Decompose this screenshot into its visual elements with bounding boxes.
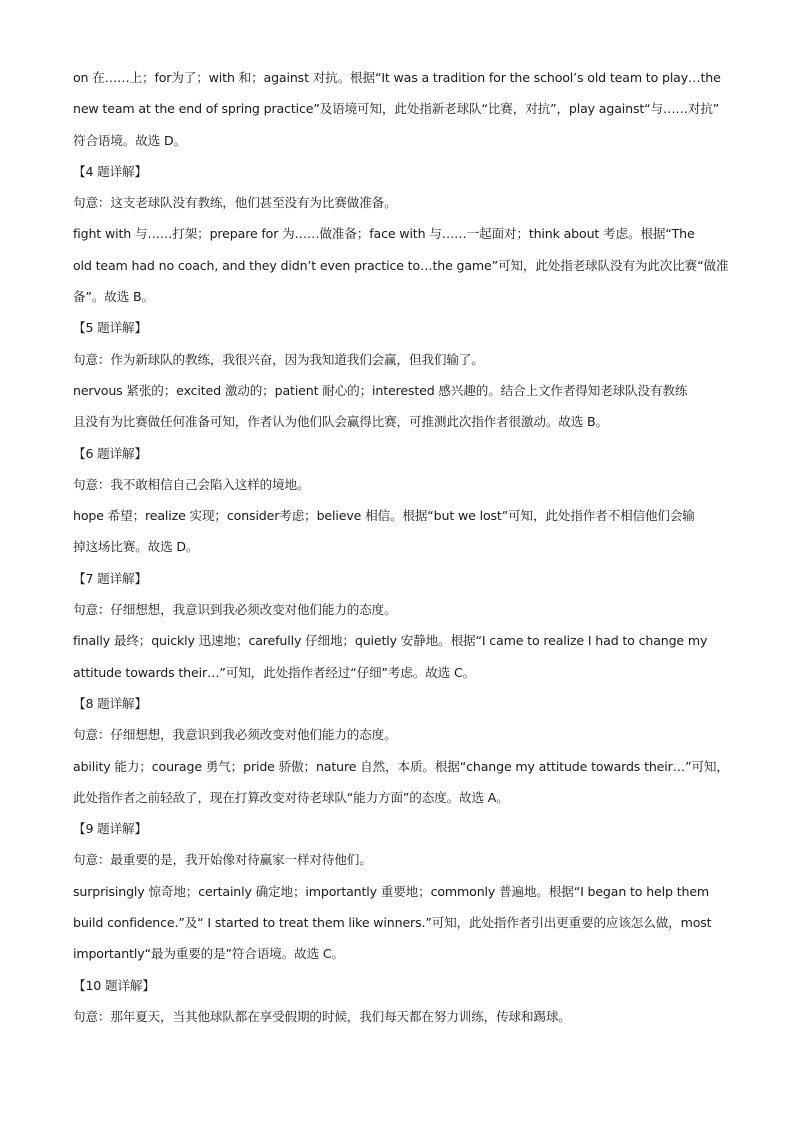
paragraph-line: 句意：仔细想想，我意识到我必须改变对他们能力的态度。 (73, 602, 397, 618)
section-heading-q9: 【9 题详解】 (73, 821, 147, 837)
paragraph-line: 符合语境。故选 D。 (73, 132, 186, 148)
paragraph-line: 此处指作者之前轻敌了，现在打算改变对待老球队“能力方面”的态度。故选 A。 (73, 789, 509, 805)
paragraph-line: 且没有为比赛做任何准备可知，作者认为他们队会赢得比赛，可推测此次指作者很激动。故选 B。 (73, 414, 608, 430)
section-heading-q6: 【6 题详解】 (73, 445, 147, 461)
paragraph-line: ability 能力；courage 勇气；pride 骄傲；nature 自然，本质。根据“change my attitude towards their…”可知， (73, 758, 729, 774)
paragraph-line: importantly“最为重要的是”符合语境。故选 C。 (73, 946, 344, 962)
section-heading-q10: 【10 题详解】 (73, 977, 155, 993)
paragraph-line: on 在……上；for为了；with 和；against 对抗。根据“It was a tradition for the school’s old team to play…the (73, 70, 721, 85)
paragraph-line: 句意：作为新球队的教练，我很兴奋，因为我知道我们会赢，但我们输了。 (73, 351, 484, 367)
paragraph-line: 句意：这支老球队没有教练，他们甚至没有为比赛做准备。 (73, 195, 397, 211)
paragraph-line: nervous 紧张的；excited 激动的；patient 耐心的；interested 感兴趣的。结合上文作者得知老球队没有教练 (73, 382, 688, 398)
paragraph-line: 句意：最重要的是，我开始像对待赢家一样对待他们。 (73, 852, 372, 868)
paragraph-line: surprisingly 惊奇地；certainly 确定地；importantly 重要地；commonly 普遍地。根据“I began to help them (73, 883, 710, 899)
paragraph-line: 句意：那年夏天，当其他球队都在享受假期的时候，我们每天都在努力训练，传球和踢球。 (73, 1008, 571, 1024)
paragraph-line: 句意：我不敢相信自己会陷入这样的境地。 (73, 476, 310, 492)
paragraph-line: 句意：仔细想想，我意识到我必须改变对他们能力的态度。 (73, 727, 397, 743)
paragraph-line: hope 希望；realize 实现；consider考虑；believe 相信。根据“but we lost”可知，此处指作者不相信他们会输 (73, 508, 695, 524)
paragraph-line: new team at the end of spring practice”及语境可知，此处指新老球队“比赛，对抗”，play against“与……对抗” (73, 101, 720, 117)
section-heading-q4: 【4 题详解】 (73, 163, 147, 179)
paragraph-line: 备”。故选 B。 (73, 289, 154, 305)
paragraph-line: attitude towards their…”可知，此处指作者经过“仔细”考虑。故选 C。 (73, 664, 476, 680)
document-body (73, 62, 733, 1032)
paragraph-line: finally 最终；quickly 迅速地；carefully 仔细地；quietly 安静地。根据“I came to realize I had to change my (73, 633, 708, 649)
paragraph-line: 掉这场比赛。故选 D。 (73, 539, 199, 555)
paragraph-line: old team had no coach, and they didn’t even practice to…the game”可知，此处指老球队没有为此次比赛“做准 (73, 257, 729, 273)
paragraph-line: fight with 与……打架；prepare for 为……做准备；face with 与……一起面对；think about 考虑。根据“The (73, 226, 695, 242)
section-heading-q8: 【8 题详解】 (73, 695, 147, 711)
section-heading-q5: 【5 题详解】 (73, 320, 147, 336)
section-heading-q7: 【7 题详解】 (73, 570, 147, 586)
paragraph-line: build confidence.”及“ I started to treat them like winners.”可知，此处指作者引出更重要的应该怎么做，most (73, 915, 712, 931)
